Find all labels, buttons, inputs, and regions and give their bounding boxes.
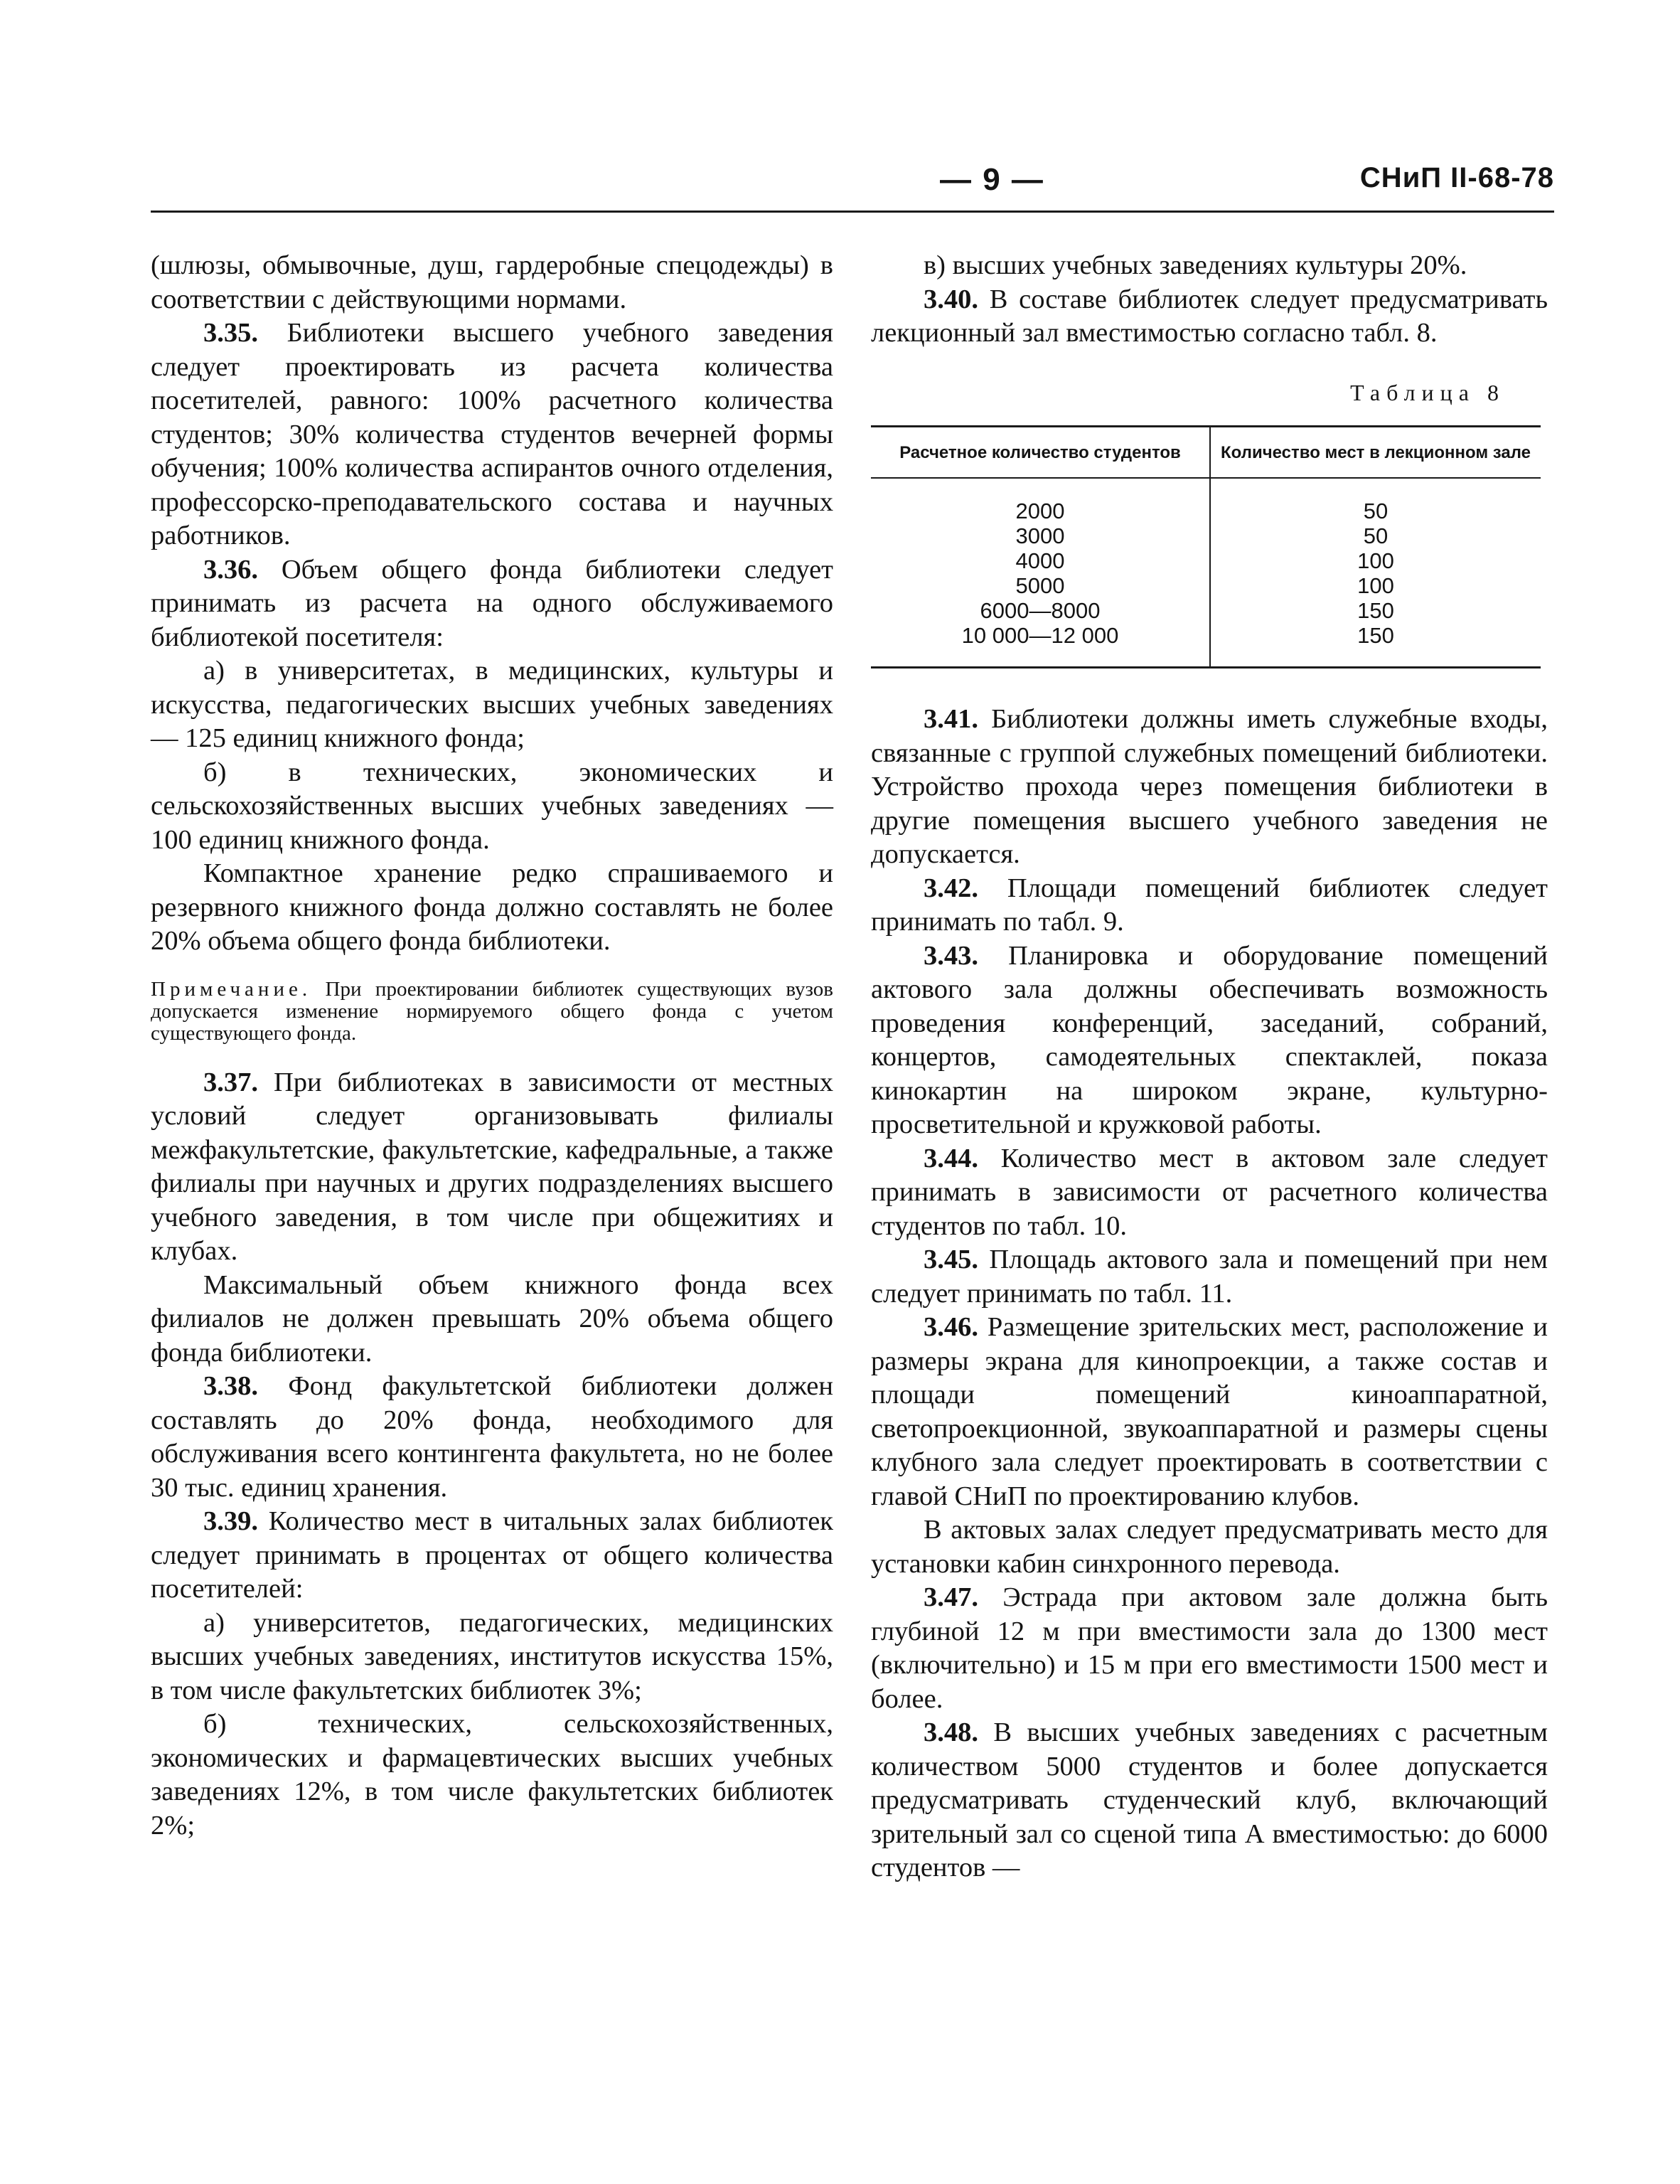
clause-number: 3.39. [203, 1506, 258, 1536]
clause-3-44 [871, 1142, 1548, 1244]
cell-seats: 50 [1363, 499, 1389, 523]
clause-3-36 [151, 553, 833, 655]
cell-students: 2000 [871, 478, 1210, 523]
clause-number: 3.46. [924, 1312, 978, 1342]
list-item-b: б) технических, сельскохозяйственных, экономических и фармацевтических высших учебных заведениях 12%, в том числе факультетских библиотек 2%; [151, 1709, 833, 1841]
clause-3-39 [151, 1505, 833, 1607]
clause-text: Размещение зрительских мест, расположение и размеры экрана для кинопроекции, а также состав и площади помещений киноаппаратной, светопроекционной, звукоаппаратной и размеры сцены клубного зала следует проектировать в соответствии с главой СНиП по проектированию клубов. [871, 1312, 1548, 1511]
paragraph-sync-translation: В актовых залах следует предусматривать место для установки кабин синхронного перевода. [871, 1515, 1548, 1579]
clause-3-46 [871, 1311, 1548, 1513]
note-label: Примечание. [151, 977, 312, 1001]
left-column [151, 249, 833, 1843]
list-item-a: а) университетов, педагогических, медицинских высших учебных заведениях, институтов искусства 15%, в том числе факультетских библиотек 3%; [151, 1607, 833, 1705]
table-title: Таблица 8 [1350, 379, 1505, 405]
clause-text: Фонд факультетской библиотеки должен составлять до 20% фонда, необходимого для обслуживания всего контингента факультета, но не более 30 тыс. единиц хранения. [151, 1371, 833, 1503]
table-row [871, 623, 1541, 668]
page-header [151, 162, 1554, 212]
clause-number: 3.37. [203, 1067, 258, 1097]
clause-number: 3.47. [924, 1582, 978, 1612]
cell-students: 6000—8000 [871, 598, 1210, 623]
clause-number: 3.48. [924, 1717, 978, 1747]
clause-text: Библиотеки должны иметь служебные входы, связанные с группой служебных помещений библиотеки. Устройство прохода через помещения библиотеки в другие помещения высшего учебного заведения не допускается. [871, 704, 1548, 869]
clause-3-35 [151, 316, 833, 553]
clause-text: В высших учебных заведениях с расчетным количеством 5000 студентов и более допускается предусматривать студенческий клуб, включающий зрительный зал со сценой типа А вместимостью: до 6000 студентов — [871, 1717, 1548, 1882]
note [151, 979, 833, 1045]
clause-3-47 [871, 1581, 1548, 1716]
header-rule [151, 211, 1554, 213]
clause-text: Количество мест в читальных залах библиотек следует принимать в процентах от общего количества посетителей: [151, 1506, 834, 1604]
clause-text: Эстрада при актовом зале должна быть глубиной 12 м при вместимости зала до 1300 мест (включительно) и 15 м при его вместимости 1500 мест и более. [871, 1582, 1548, 1714]
clause-3-42 [871, 872, 1548, 939]
table-row [871, 598, 1541, 623]
cell-seats: 100 [1357, 573, 1394, 598]
clause-3-38 [151, 1370, 833, 1505]
clause-number: 3.44. [924, 1143, 978, 1173]
note-text: При проектировании библиотек существующих вузов допускается изменение нормируемого общего фонда с учетом существующего фонда. [151, 977, 833, 1045]
paragraph-compact-storage: Компактное хранение редко спрашиваемого и резервного книжного фонда должно составлять не более 20% объема общего фонда библиотеки. [151, 858, 833, 956]
clause-number: 3.35. [203, 318, 258, 348]
cell-seats: 150 [1357, 598, 1394, 623]
clause-3-45 [871, 1243, 1548, 1311]
clause-text: Площади помещений библиотек следует принимать по табл. 9. [871, 873, 1548, 937]
cell-students: 3000 [871, 523, 1210, 548]
clause-text: Количество мест в актовом зале следует принимать в зависимости от расчетного количества студентов по табл. 10. [871, 1143, 1548, 1241]
clause-3-41 [871, 703, 1548, 872]
clause-number: 3.36. [203, 554, 258, 585]
cell-students: 10 000—12 000 [871, 623, 1210, 668]
page-number: — 9 — [940, 162, 1044, 197]
list-item-a: а) в университетах, в медицинских, культуры и искусства, педагогических высших учебных заведениях — 125 единиц книжного фонда; [151, 656, 833, 753]
clause-number: 3.40. [924, 284, 978, 314]
cell-students: 4000 [871, 548, 1210, 573]
cell-seats: 100 [1357, 548, 1394, 573]
clause-3-48 [871, 1716, 1548, 1885]
clause-number: 3.38. [203, 1371, 258, 1401]
clause-3-40 [871, 283, 1548, 351]
column-header-seats: Количество мест в лекционном зале [1210, 427, 1541, 479]
list-item-b: б) в технических, экономических и сельскохозяйственных высших учебных заведениях — 100 единиц книжного фонда. [151, 757, 833, 855]
clause-text: В составе библиотек следует предусматривать лекционный зал вместимостью согласно табл. 8. [871, 284, 1548, 348]
table-row [871, 478, 1541, 523]
table-row [871, 523, 1541, 548]
right-column [871, 249, 1548, 1885]
clause-text: Площадь актового зала и помещений при нем следует принимать по табл. 11. [871, 1245, 1548, 1309]
cell-students: 5000 [871, 573, 1210, 598]
table-row [871, 548, 1541, 573]
clause-text: Библиотеки высшего учебного заведения следует проектировать из расчета количества посетителей, равного: 100% расчетного количества студентов; 30% количества студентов вечерней формы обучения; 100% количества аспирантов очного отделения, профессорско-преподавательского состава и научных работников. [151, 318, 834, 550]
table-8 [871, 425, 1541, 668]
cell-seats: 50 [1363, 523, 1389, 548]
clause-text: При библиотеках в зависимости от местных условий следует организовывать филиалы межфакультетские, факультетские, кафедральные, а также филиалы при научных и других подразделениях высшего учебного заведения, в том числе при общежитиях и клубах. [151, 1067, 834, 1266]
paragraph-continued: (шлюзы, обмывочные, душ, гардеробные спецодежды) в соответствии с действующими нормами. [151, 250, 833, 314]
table-row [871, 573, 1541, 598]
clause-number: 3.43. [924, 940, 978, 971]
paragraph-max-fund: Максимальный объем книжного фонда всех филиалов не должен превышать 20% объема общего фонда библиотеки. [151, 1269, 833, 1368]
list-item-c: в) высших учебных заведениях культуры 20%. [924, 250, 1467, 280]
column-header-students: Расчетное количество студентов [871, 427, 1210, 479]
clause-number: 3.42. [924, 873, 978, 903]
clause-number: 3.41. [924, 704, 978, 734]
clause-3-43 [871, 939, 1548, 1142]
clause-3-37 [151, 1066, 833, 1269]
cell-seats: 150 [1210, 623, 1541, 668]
clause-number: 3.45. [924, 1245, 978, 1274]
document-code: СНиП II-68-78 [1359, 162, 1554, 193]
clause-text: Планировка и оборудование помещений актового зала должны обеспечивать возможность проведения конференций, заседаний, собраний, концертов, самодеятельных спектаклей, показа кинокартин на широком экране, культурно-просветительной и кружковой работы. [871, 940, 1548, 1139]
clause-text: Объем общего фонда библиотеки следует принимать из расчета на одного обслуживаемого библиотекой посетителя: [151, 554, 833, 652]
table-header-row [871, 427, 1541, 479]
